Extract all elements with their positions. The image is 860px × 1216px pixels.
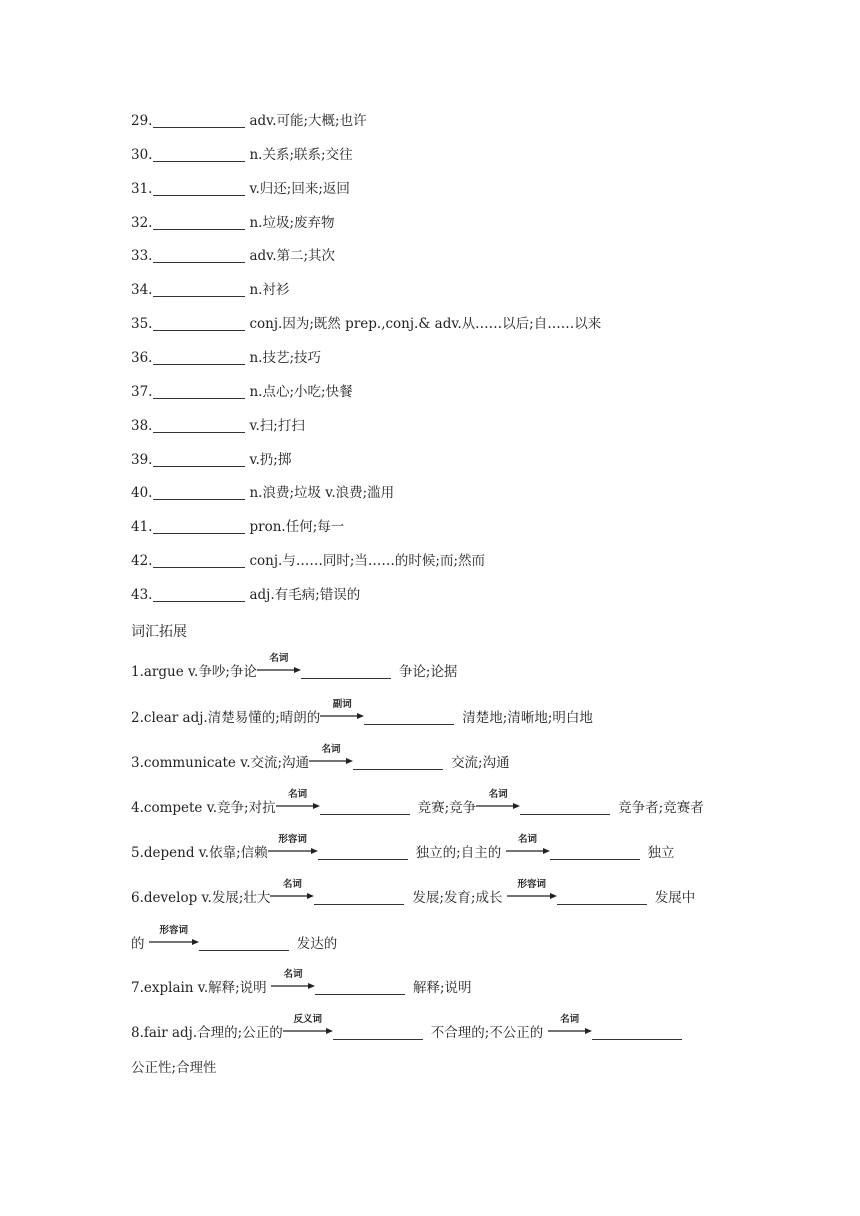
answer-blank[interactable] (520, 800, 610, 815)
word-prompt: 5.depend v.依靠;信赖 (131, 845, 268, 861)
arrow-icon (257, 653, 301, 678)
word-prompt: 3.communicate v.交流;沟通 (131, 755, 310, 771)
answer-blank[interactable] (153, 519, 245, 534)
word-meaning: 不合理的;不公正的 (430, 1025, 544, 1041)
answer-blank[interactable] (315, 980, 405, 995)
word-meaning: 的 (131, 936, 145, 952)
word-prompt: 2.clear adj.清楚易懂的;晴朗的 (131, 710, 321, 726)
extension-item-4 (131, 789, 704, 817)
answer-blank[interactable] (153, 418, 245, 433)
vocab-item (131, 214, 335, 232)
answer-blank[interactable] (320, 800, 410, 815)
definition: n.关系;联系;交往 (249, 146, 353, 163)
definition: n.点心;小吃;快餐 (249, 383, 353, 400)
arrow-label: 名词 (321, 744, 341, 755)
arrow-icon (271, 969, 315, 994)
vocab-item (131, 112, 367, 130)
answer-blank[interactable] (153, 147, 245, 162)
answer-blank[interactable] (550, 845, 640, 860)
word-meaning: 独立的;自主的 (415, 845, 502, 861)
answer-blank[interactable] (333, 1025, 423, 1040)
definition: adv.可能;大概;也许 (249, 113, 367, 129)
extension-item-6-cont (131, 925, 338, 953)
word-meaning: 独立 (647, 845, 675, 861)
arrow-label: 形容词 (517, 879, 547, 890)
arrow-icon (276, 789, 320, 814)
item-number: 30. (131, 146, 153, 163)
vocab-item (131, 518, 344, 536)
word-prompt: 4.compete v.竞争;对抗 (131, 800, 276, 816)
definition: conj.因为;既然 prep.,conj.& adv.从……以后;自……以来 (249, 316, 602, 333)
vocab-item (131, 247, 335, 265)
item-number: 35. (131, 316, 153, 333)
definition: n.垃圾;废弃物 (249, 214, 335, 231)
item-number: 29. (131, 113, 153, 129)
arrow-icon (268, 834, 318, 859)
arrow-label: 形容词 (278, 834, 307, 845)
answer-blank[interactable] (153, 113, 245, 128)
vocab-item (131, 552, 485, 570)
section-heading: 词汇拓展 (131, 624, 187, 640)
definition: v.扔;掷 (249, 451, 292, 468)
answer-blank[interactable] (301, 664, 391, 679)
answer-blank[interactable] (153, 282, 245, 297)
vocab-item (131, 451, 291, 469)
arrow-icon (270, 879, 314, 904)
word-prompt: 7.explain v.解释;说明 (131, 980, 267, 996)
definition: n.浪费;垃圾 v.浪费;滥用 (249, 485, 395, 502)
answer-blank[interactable] (199, 936, 289, 951)
vocab-item (131, 484, 394, 502)
word-meaning: 争论;论据 (398, 664, 458, 680)
arrow-label: 名词 (288, 789, 308, 800)
vocab-item (131, 281, 289, 299)
extension-item-6 (131, 879, 696, 907)
vocab-item (131, 315, 601, 333)
definition: n.衬衫 (249, 282, 290, 299)
answer-blank[interactable] (153, 485, 245, 500)
word-meaning: 解释;说明 (412, 980, 472, 996)
word-meaning: 交流;沟通 (451, 755, 510, 771)
answer-blank[interactable] (153, 553, 245, 568)
item-number: 43. (131, 586, 153, 603)
item-number: 39. (131, 451, 153, 468)
extension-item-3 (131, 744, 510, 772)
answer-blank[interactable] (353, 755, 443, 770)
item-number: 36. (131, 349, 153, 366)
arrow-icon (283, 1014, 333, 1039)
answer-blank[interactable] (153, 587, 245, 602)
answer-blank[interactable] (592, 1025, 682, 1040)
extension-item-2 (131, 699, 593, 727)
item-number: 37. (131, 383, 153, 400)
vocab-item (131, 417, 305, 435)
word-prompt: 6.develop v.发展;壮大 (131, 890, 271, 906)
extension-item-5 (131, 834, 675, 862)
extension-item-1 (131, 653, 458, 681)
item-number: 42. (131, 553, 153, 570)
arrow-label: 名词 (283, 969, 303, 980)
arrow-icon (476, 789, 520, 814)
arrow-label: 形容词 (159, 925, 189, 936)
word-meaning: 发展中 (654, 890, 696, 906)
arrow-label: 反义词 (293, 1014, 322, 1025)
arrow-icon (507, 879, 557, 904)
word-meaning: 发达的 (296, 936, 338, 952)
extension-item-8 (131, 1014, 690, 1042)
vocab-item (131, 146, 353, 164)
answer-blank[interactable] (314, 890, 404, 905)
arrow-label: 名词 (269, 653, 289, 664)
word-prompt: 1.argue v.争吵;争论 (131, 664, 257, 680)
item-number: 41. (131, 519, 153, 536)
definition: adv.第二;其次 (249, 248, 336, 265)
item-number: 31. (131, 180, 153, 197)
answer-blank[interactable] (153, 181, 245, 196)
item-number: 38. (131, 417, 153, 434)
extension-item-8-cont (131, 1059, 217, 1077)
answer-blank[interactable] (318, 845, 408, 860)
vocab-item (131, 180, 350, 198)
arrow-label: 副词 (332, 699, 352, 710)
item-number: 33. (131, 248, 153, 265)
answer-blank[interactable] (557, 890, 647, 905)
answer-blank[interactable] (153, 350, 245, 365)
item-number: 34. (131, 282, 153, 299)
definition: v.扫;打扫 (249, 417, 305, 434)
answer-blank[interactable] (153, 215, 245, 230)
word-meaning: 发展;发育;成长 (412, 890, 503, 906)
arrow-icon (309, 744, 353, 769)
vocab-item (131, 383, 353, 401)
item-number: 32. (131, 214, 153, 231)
word-meaning: 竞赛;竞争 (417, 800, 477, 816)
arrow-icon (320, 699, 364, 724)
answer-blank[interactable] (153, 452, 245, 467)
arrow-icon (149, 925, 199, 950)
word-meaning: 公正性;合理性 (131, 1060, 217, 1076)
extension-item-7 (131, 969, 472, 997)
arrow-icon (548, 1014, 592, 1039)
arrow-icon (506, 834, 550, 859)
arrow-label: 名词 (517, 834, 537, 845)
word-prompt: 8.fair adj.合理的;公正的 (131, 1025, 283, 1041)
vocab-item (131, 586, 360, 604)
answer-blank[interactable] (153, 316, 245, 331)
word-meaning: 竞争者;竞赛者 (618, 800, 704, 816)
definition: conj.与……同时;当……的时候;而;然而 (249, 553, 485, 570)
answer-blank[interactable] (364, 710, 454, 725)
arrow-label: 名词 (282, 879, 302, 890)
vocab-item (131, 349, 321, 367)
answer-blank[interactable] (153, 384, 245, 399)
answer-blank[interactable] (153, 248, 245, 263)
definition: pron.任何;每一 (249, 519, 345, 536)
item-number: 40. (131, 485, 153, 502)
definition: v.归还;回来;返回 (249, 180, 350, 197)
definition: n.技艺;技巧 (249, 349, 322, 366)
arrow-label: 名词 (560, 1014, 580, 1025)
arrow-label: 名词 (488, 789, 508, 800)
definition: adj.有毛病;错误的 (249, 586, 361, 603)
word-meaning: 清楚地;清晰地;明白地 (462, 710, 593, 726)
